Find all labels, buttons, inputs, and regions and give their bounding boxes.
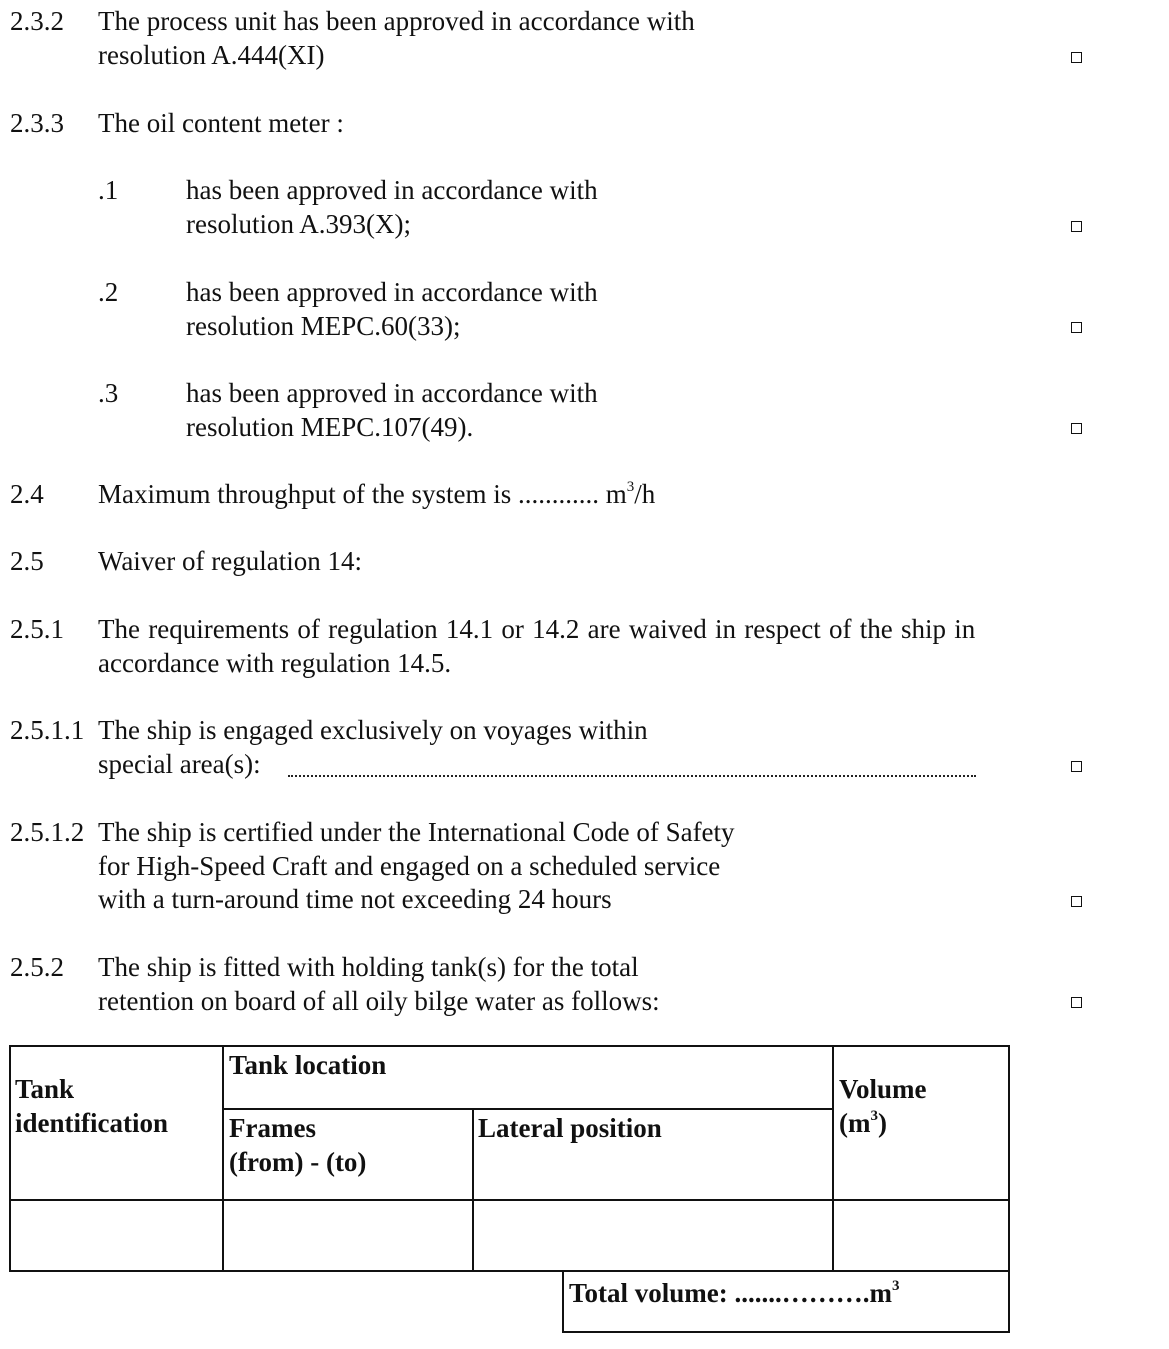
section-number: 2.5.1 (10, 614, 64, 644)
superscript: 3 (892, 1278, 900, 1294)
superscript: 3 (626, 479, 635, 495)
checkbox-2-3-2[interactable] (1071, 52, 1082, 63)
table-divider (562, 1270, 564, 1333)
header-frames: Frames (229, 1113, 316, 1143)
subsection-text: resolution A.393(X); (186, 209, 411, 239)
header-tank-location: Tank location (229, 1050, 387, 1080)
header-tank-id: identification (15, 1108, 168, 1138)
checkbox-2-3-3-2[interactable] (1071, 322, 1082, 333)
subsection-number: .3 (98, 378, 119, 408)
header-volume-unit (839, 1106, 887, 1140)
header-tank-id: Tank (15, 1074, 75, 1104)
section-text: The oil content meter : (98, 108, 344, 138)
throughput-label: Maximum throughput of the system is ............ m (98, 479, 627, 509)
header-frames: (from) - (to) (229, 1147, 367, 1177)
section-text: The ship is fitted with holding tank(s) for the total (98, 952, 639, 982)
checkbox-2-3-3-3[interactable] (1071, 423, 1082, 434)
total-volume-label: Total volume: .......……….m (569, 1278, 892, 1308)
subsection-number: .1 (98, 175, 119, 205)
section-number: 2.5 (10, 546, 44, 576)
unit: (m (839, 1108, 871, 1138)
subsection-number: .2 (98, 277, 119, 307)
cell-frames[interactable] (224, 1201, 472, 1270)
table-border-top (9, 1045, 1010, 1047)
section-text: The ship is engaged exclusively on voyages within (98, 715, 648, 745)
section-number: 2.3.3 (10, 108, 64, 138)
checkbox-2-5-2[interactable] (1071, 997, 1082, 1008)
section-number: 2.4 (10, 479, 44, 509)
section-number: 2.3.2 (10, 6, 64, 36)
section-text: with a turn-around time not exceeding 24 hours (98, 884, 612, 914)
section-text: accordance with regulation 14.5. (98, 648, 452, 678)
section-text: retention on board of all oily bilge water as follows: (98, 986, 660, 1016)
special-area-input-line[interactable] (288, 775, 976, 777)
header-volume: Volume (839, 1074, 927, 1104)
section-text: The ship is certified under the International Code of Safety (98, 817, 735, 847)
superscript: 3 (870, 1108, 878, 1124)
section-text: special area(s): (98, 749, 261, 779)
section-text: for High-Speed Craft and engaged on a scheduled service (98, 851, 721, 881)
section-text: resolution A.444(XI) (98, 40, 325, 70)
cell-volume[interactable] (834, 1201, 1008, 1270)
subsection-text: has been approved in accordance with (186, 175, 598, 205)
checkbox-2-5-1-2[interactable] (1071, 896, 1082, 907)
section-number: 2.5.1.2 (10, 817, 85, 847)
total-volume (569, 1276, 900, 1310)
subsection-text: has been approved in accordance with (186, 378, 598, 408)
throughput-text (98, 477, 655, 511)
section-text: The requirements of regulation 14.1 or 14.2 are waived in respect of the ship in (98, 614, 976, 644)
subsection-text: resolution MEPC.60(33); (186, 311, 461, 341)
table-border-right (1008, 1045, 1010, 1333)
checkbox-2-3-3-1[interactable] (1071, 221, 1082, 232)
section-text: The process unit has been approved in accordance with (98, 6, 695, 36)
cell-lateral-position[interactable] (474, 1201, 832, 1270)
section-number: 2.5.2 (10, 952, 64, 982)
table-divider (222, 1108, 834, 1110)
section-number: 2.5.1.1 (10, 715, 85, 745)
cell-tank-id[interactable] (11, 1201, 222, 1270)
subsection-text: has been approved in accordance with (186, 277, 598, 307)
header-lateral-position: Lateral position (478, 1113, 662, 1143)
section-text: Waiver of regulation 14: (98, 546, 362, 576)
unit-close: ) (877, 1108, 887, 1138)
throughput-unit: /h (634, 479, 656, 509)
table-divider (9, 1270, 1010, 1272)
subsection-text: resolution MEPC.107(49). (186, 412, 474, 442)
table-border-bottom (562, 1331, 1010, 1333)
checkbox-2-5-1-1[interactable] (1071, 761, 1082, 772)
